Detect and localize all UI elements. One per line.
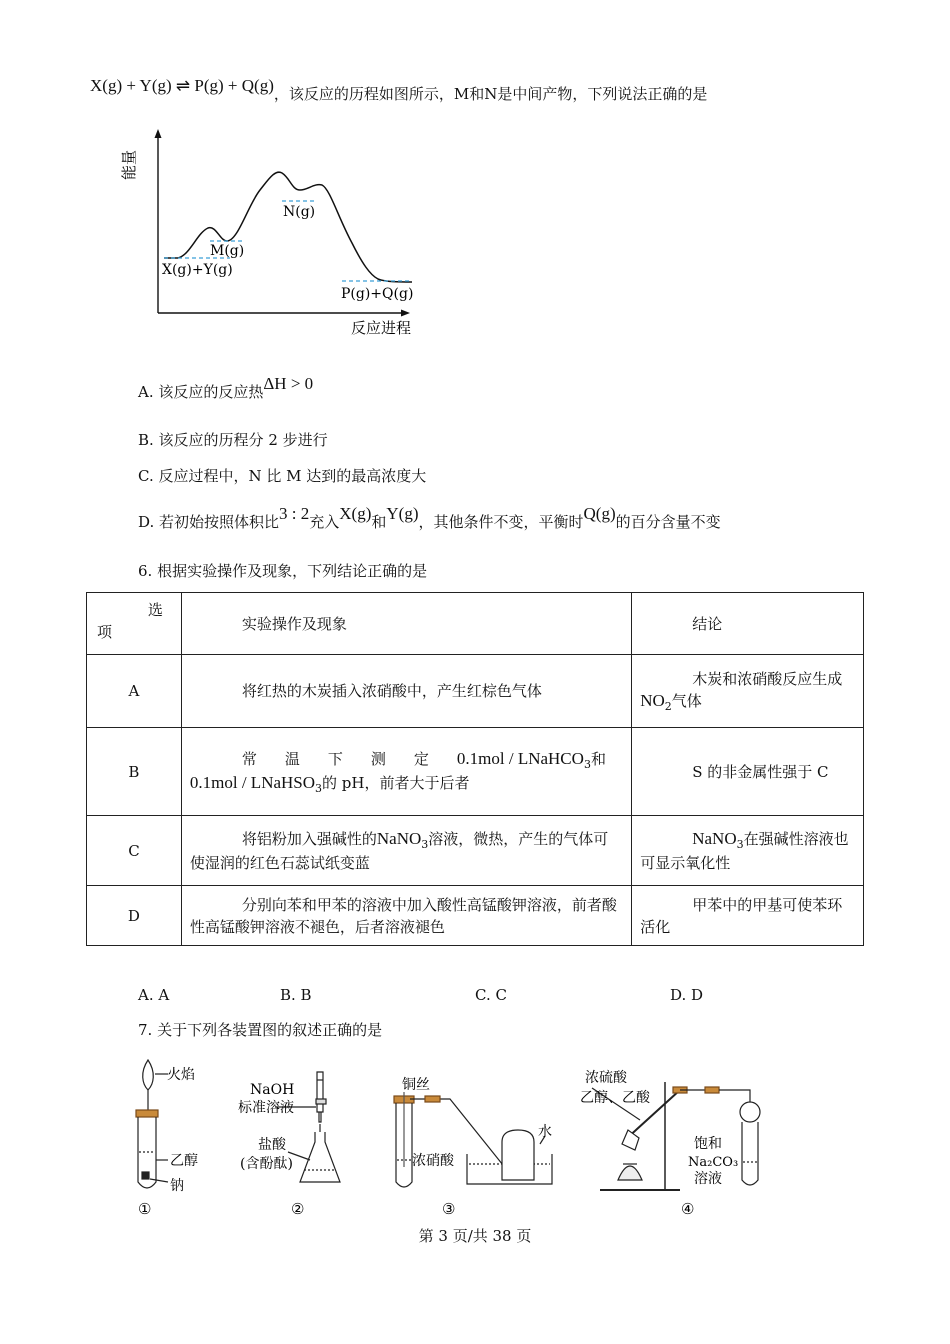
app4-number: ④ <box>681 1200 695 1218</box>
app2-hcl-label: 盐酸 <box>258 1137 286 1153</box>
row-d-option: D <box>87 886 182 946</box>
row-c-formula-sub: 3 <box>421 837 429 851</box>
row-a-conclusion <box>632 655 864 728</box>
header-option-top: 选 <box>147 601 163 619</box>
label-m-intermediate: M(g) <box>210 243 245 259</box>
app4-saturated-label: 饱和 <box>694 1136 722 1152</box>
row-a-conclusion-post: 气体 <box>671 692 702 710</box>
option-d-y: Y(g) <box>386 504 419 523</box>
header-option-bottom: 项 <box>97 623 113 641</box>
row-c-operation <box>181 816 631 886</box>
row-b-conclusion <box>632 728 864 816</box>
row-b-option: B <box>87 728 182 816</box>
flame-icon <box>143 1060 154 1090</box>
q5-equation: X(g) + Y(g) ⇌ P(g) + Q(g) <box>90 76 274 95</box>
row-b-op-post: 的 pH，前者大于后者 <box>322 773 470 792</box>
row-a-operation-text: 将红热的木炭插入浓硝酸中，产生红棕色气体 <box>241 682 542 700</box>
row-a-operation <box>181 655 631 728</box>
q6-answer-a: A. A <box>138 986 170 1004</box>
option-d-and: 和 <box>371 513 387 531</box>
table-header-row <box>87 593 864 655</box>
app3-number: ③ <box>442 1200 456 1218</box>
app4-ethanol-acetic-label: 乙醇、乙酸 <box>580 1090 650 1106</box>
option-a-text: A. 该反应的反应热 <box>138 383 264 401</box>
option-a-math: ΔH > 0 <box>263 374 314 393</box>
q5-stem-line <box>90 76 708 103</box>
option-d-q: Q(g) <box>583 504 616 523</box>
app4-sulfuric-acid-label: 浓硫酸 <box>585 1070 627 1086</box>
header-option <box>87 593 182 655</box>
table-row <box>87 886 864 946</box>
q6-table <box>86 592 864 946</box>
q5-option-d <box>138 504 721 532</box>
table-row <box>87 816 864 886</box>
app4-solution-label: 溶液 <box>694 1171 722 1187</box>
app3-nitric-acid-label: 浓硝酸 <box>412 1153 454 1169</box>
row-b-formula-1: 0.1mol / LNaHCO <box>456 748 584 768</box>
row-c-con-post: 在强碱性溶液也可显示氧化性 <box>640 829 849 872</box>
q6-answer-d: D. D <box>670 986 704 1004</box>
row-c-option: C <box>87 816 182 886</box>
row-d-conclusion-text: 甲苯中的甲基可使苯环活化 <box>640 895 843 936</box>
option-d-charge: 充入 <box>309 513 340 531</box>
row-a-option: A <box>87 655 182 728</box>
app2-naoh-label: NaOH <box>250 1082 295 1098</box>
row-a-formula-sub: 2 <box>664 700 672 713</box>
row-c-op-pre: 将铝粉加入强碱性的 <box>241 829 377 848</box>
apparatus-3 <box>394 1092 552 1187</box>
q6-answer-c: C. C <box>475 986 507 1004</box>
app2-phenolphthalein-label: (含酚酞) <box>240 1156 293 1172</box>
row-b-formula-2: 0.1mol / LNaHSO <box>189 772 316 792</box>
app1-sodium-label: 钠 <box>170 1178 184 1194</box>
label-xy-reactants: X(g)+Y(g) <box>162 262 233 278</box>
q5-option-b: B. 该反应的历程分 2 步进行 <box>138 431 328 449</box>
q5-option-a <box>138 374 314 402</box>
header-operation-text: 实验操作及现象 <box>241 614 347 633</box>
app1-number: ① <box>138 1200 152 1218</box>
row-c-con-formula: NaNO <box>692 828 737 848</box>
apparatus-1 <box>136 1060 168 1188</box>
option-d-mid: ，其他条件不变，平衡时 <box>418 513 584 531</box>
row-c-con-formula-sub: 3 <box>736 837 744 851</box>
header-conclusion-text: 结论 <box>692 614 723 633</box>
option-d-suffix: 的百分含量不变 <box>615 513 721 531</box>
q7-apparatus-figure <box>120 1052 800 1222</box>
app2-standard-solution-label: 标准溶液 <box>238 1100 294 1116</box>
row-b-op-pre: 常温下测定 <box>241 749 457 768</box>
y-axis-label: 能量 <box>120 149 138 181</box>
y-axis-arrow <box>155 129 162 138</box>
q5-stem-text: ，该反应的历程如图所示，M和N是中间产物，下列说法正确的是 <box>273 85 708 103</box>
row-b-and: 和 <box>590 749 606 768</box>
row-a-formula: NO <box>640 691 665 710</box>
row-c-formula: NaNO <box>376 828 422 848</box>
reaction-energy-diagram <box>120 125 430 340</box>
app3-copper-wire-label: 铜丝 <box>402 1077 430 1093</box>
row-b-formula-2-sub: 3 <box>315 781 323 795</box>
row-b-conclusion-text: S 的非金属性强于 C <box>692 762 829 781</box>
app3-water-label: 水 <box>538 1124 552 1140</box>
row-c-op-post: 溶液，微热，产生的气体可使湿润的红色石蕊试纸变蓝 <box>189 829 609 872</box>
page-footer: 第 3 页/共 38 页 <box>418 1227 532 1245</box>
app1-flame-label: 火焰 <box>167 1067 195 1083</box>
row-a-conclusion-text: 木炭和浓硝酸反应生成 <box>692 670 843 688</box>
row-c-conclusion <box>632 816 864 886</box>
q6-answer-b: B. B <box>280 986 312 1004</box>
option-d-prefix: D. 若初始按照体积比 <box>138 513 280 531</box>
table-row <box>87 655 864 728</box>
option-d-ratio: 3 : 2 <box>279 504 310 523</box>
label-pq-products: P(g)+Q(g) <box>341 286 414 302</box>
row-b-operation <box>181 728 631 816</box>
app2-number: ② <box>291 1200 305 1218</box>
x-axis-arrow <box>401 310 410 317</box>
header-operation <box>181 593 631 655</box>
row-d-operation-text: 分别向苯和甲苯的溶液中加入酸性高锰酸钾溶液，前者酸性高锰酸钾溶液不褪色，后者溶液褪色 <box>189 895 617 936</box>
q7-stem: 7. 关于下列各装置图的叙述正确的是 <box>138 1021 383 1039</box>
table-row <box>87 728 864 816</box>
x-axis-label: 反应进程 <box>351 319 412 337</box>
row-d-operation <box>181 886 631 946</box>
row-b-formula-1-sub: 3 <box>583 757 591 771</box>
app4-na2co3-label: Na₂CO₃ <box>688 1155 739 1170</box>
label-n-intermediate: N(g) <box>283 204 316 220</box>
app1-ethanol-label: 乙醇 <box>170 1153 198 1169</box>
header-conclusion <box>632 593 864 655</box>
option-d-x: X(g) <box>339 504 372 523</box>
q6-stem: 6. 根据实验操作及现象，下列结论正确的是 <box>138 562 428 580</box>
q5-option-c: C. 反应过程中，N 比 M 达到的最高浓度大 <box>138 467 427 485</box>
row-d-conclusion <box>632 886 864 946</box>
